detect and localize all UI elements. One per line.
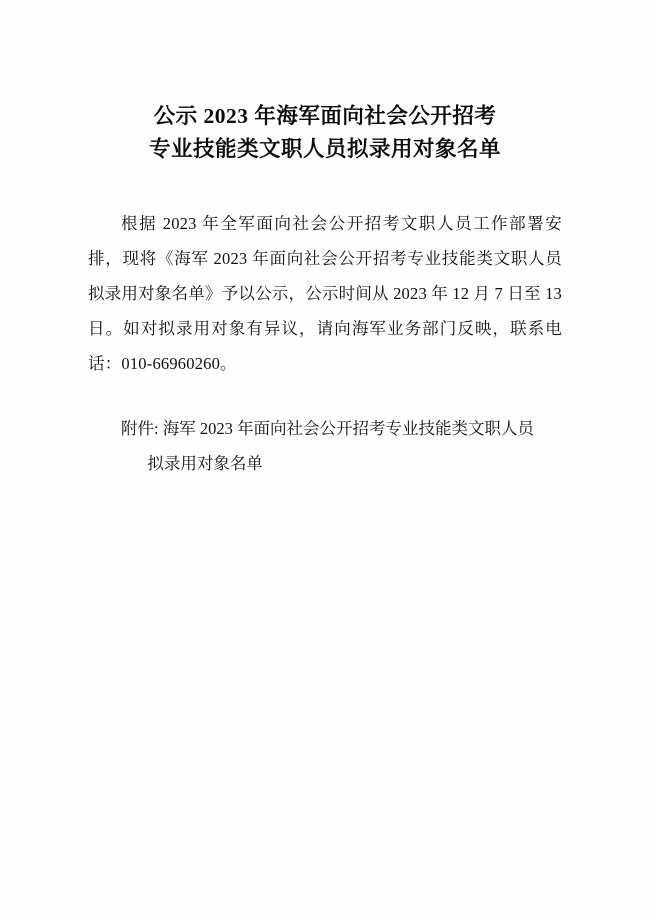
page-bottom-spacer [88,481,562,482]
page-title-line-2: 专业技能类文职人员拟录用对象名单 [148,137,501,161]
body-text [88,206,562,381]
body-paragraph: 根据 2023 年全军面向社会公开招考文职人员工作部署安排，现将《海军 2023 年面向社会公开招考专业技能类文职人员拟录用对象名单》予以公示，公示时间从 2023 年 12 月 7 日至 13 日。如对拟录用对象有异议，请向海军业务部门反映，联系电话：010-66960260。 [88,214,562,373]
attachment-label: 附件: 海军 2023 年面向社会公开招考专业技能类文职人员 [121,419,534,438]
attachment-section [88,411,562,481]
attachment-label-continuation: 拟录用对象名单 [147,454,263,473]
page-title-line-1: 公示 2023 年海军面向社会公开招考 [153,104,497,128]
page-title [88,0,562,166]
